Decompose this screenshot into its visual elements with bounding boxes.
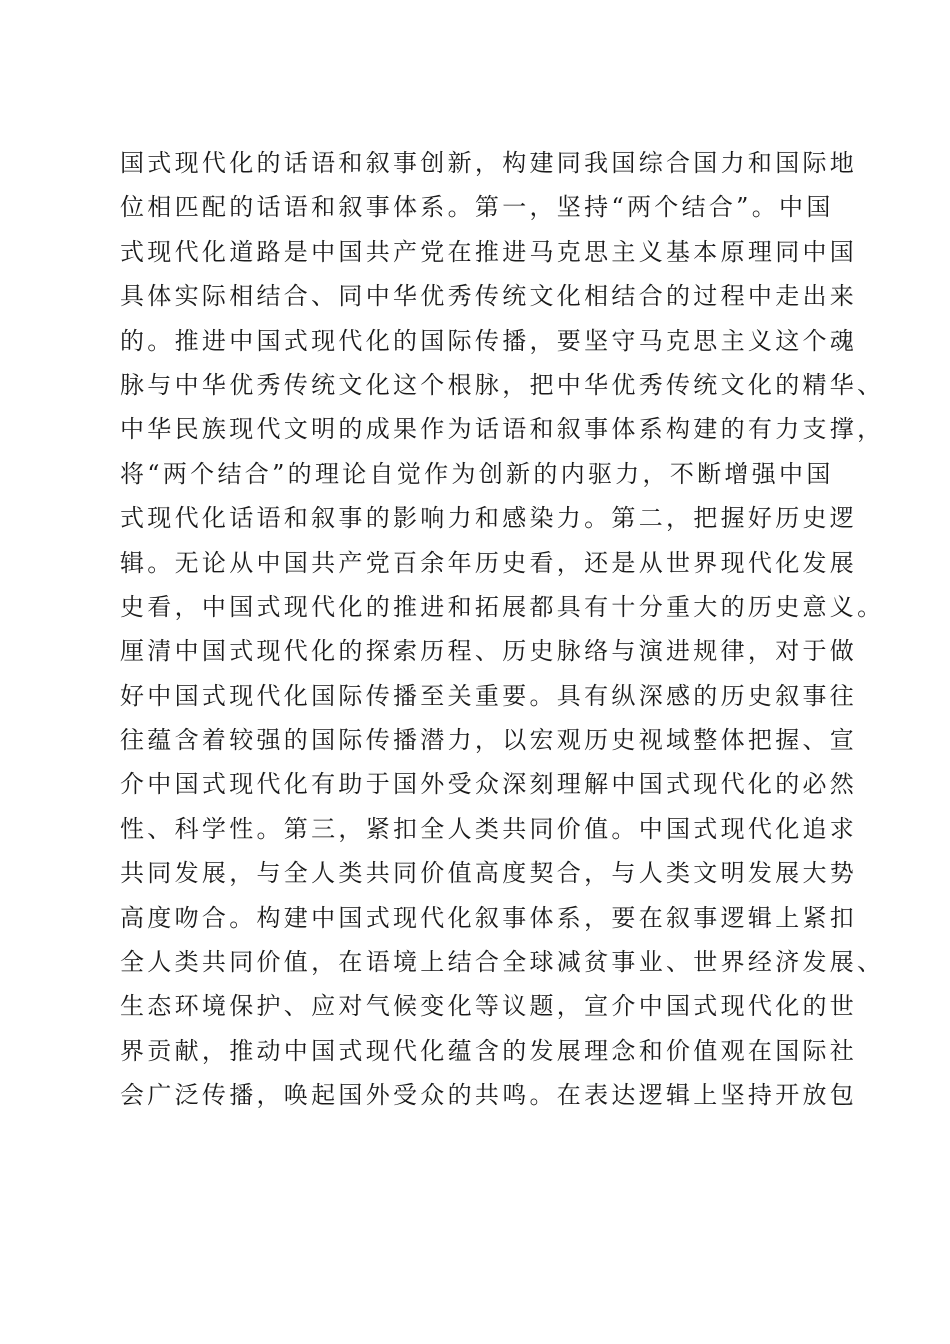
text-line-19: 全人类共同价值，在语境上结合全球减贫事业、世界经济发展、 (120, 948, 885, 977)
text-line-15: 介中国式现代化有助于国外受众深刻理解中国式现代化的必然 (120, 770, 858, 799)
text-line-5: 的。推进中国式现代化的国际传播，要坚守马克思主义这个魂 (120, 326, 858, 355)
text-line-17: 共同发展，与全人类共同价值高度契合，与人类文明发展大势 (120, 859, 858, 888)
text-line-12: 厘清中国式现代化的探索历程、历史脉络与演进规律，对于做 (120, 637, 858, 666)
text-line-21: 界贡献，推动中国式现代化蕴含的发展理念和价值观在国际社 (120, 1036, 858, 1065)
text-line-22: 会广泛传播，唤起国外受众的共鸣。在表达逻辑上坚持开放包 (120, 1081, 858, 1110)
text-line-6: 脉与中华优秀传统文化这个根脉，把中华优秀传统文化的精华、 (120, 370, 885, 399)
body-text (120, 141, 885, 1118)
text-line-13: 好中国式现代化国际传播至关重要。具有纵深感的历史叙事往 (120, 681, 858, 710)
text-line-8: 将“两个结合”的理论自觉作为创新的内驱力，不断增强中国 (120, 459, 834, 488)
text-line-1: 国式现代化的话语和叙事创新，构建同我国综合国力和国际地 (120, 149, 858, 177)
text-line-9: 式现代化话语和叙事的影响力和感染力。第二，把握好历史逻 (120, 504, 858, 533)
text-line-18: 高度吻合。构建中国式现代化叙事体系，要在叙事逻辑上紧扣 (120, 903, 858, 932)
text-line-20: 生态环境保护、应对气候变化等议题，宣介中国式现代化的世 (120, 992, 858, 1021)
text-line-14: 往蕴含着较强的国际传播潜力，以宏观历史视域整体把握、宣 (120, 726, 858, 755)
text-line-2: 位相匹配的话语和叙事体系。第一，坚持“两个结合”。中国 (120, 193, 834, 222)
text-line-10: 辑。无论从中国共产党百余年历史看，还是从世界现代化发展 (120, 548, 858, 577)
text-line-4: 具体实际相结合、同中华优秀传统文化相结合的过程中走出来 (120, 282, 858, 311)
text-line-11: 史看，中国式现代化的推进和拓展都具有十分重大的历史意义。 (120, 592, 885, 621)
text-line-7: 中华民族现代文明的成果作为话语和叙事体系构建的有力支撑， (120, 415, 885, 444)
text-line-16: 性、科学性。第三，紧扣全人类共同价值。中国式现代化追求 (120, 814, 858, 843)
text-line-3: 式现代化道路是中国共产党在推进马克思主义基本原理同中国 (120, 237, 858, 266)
